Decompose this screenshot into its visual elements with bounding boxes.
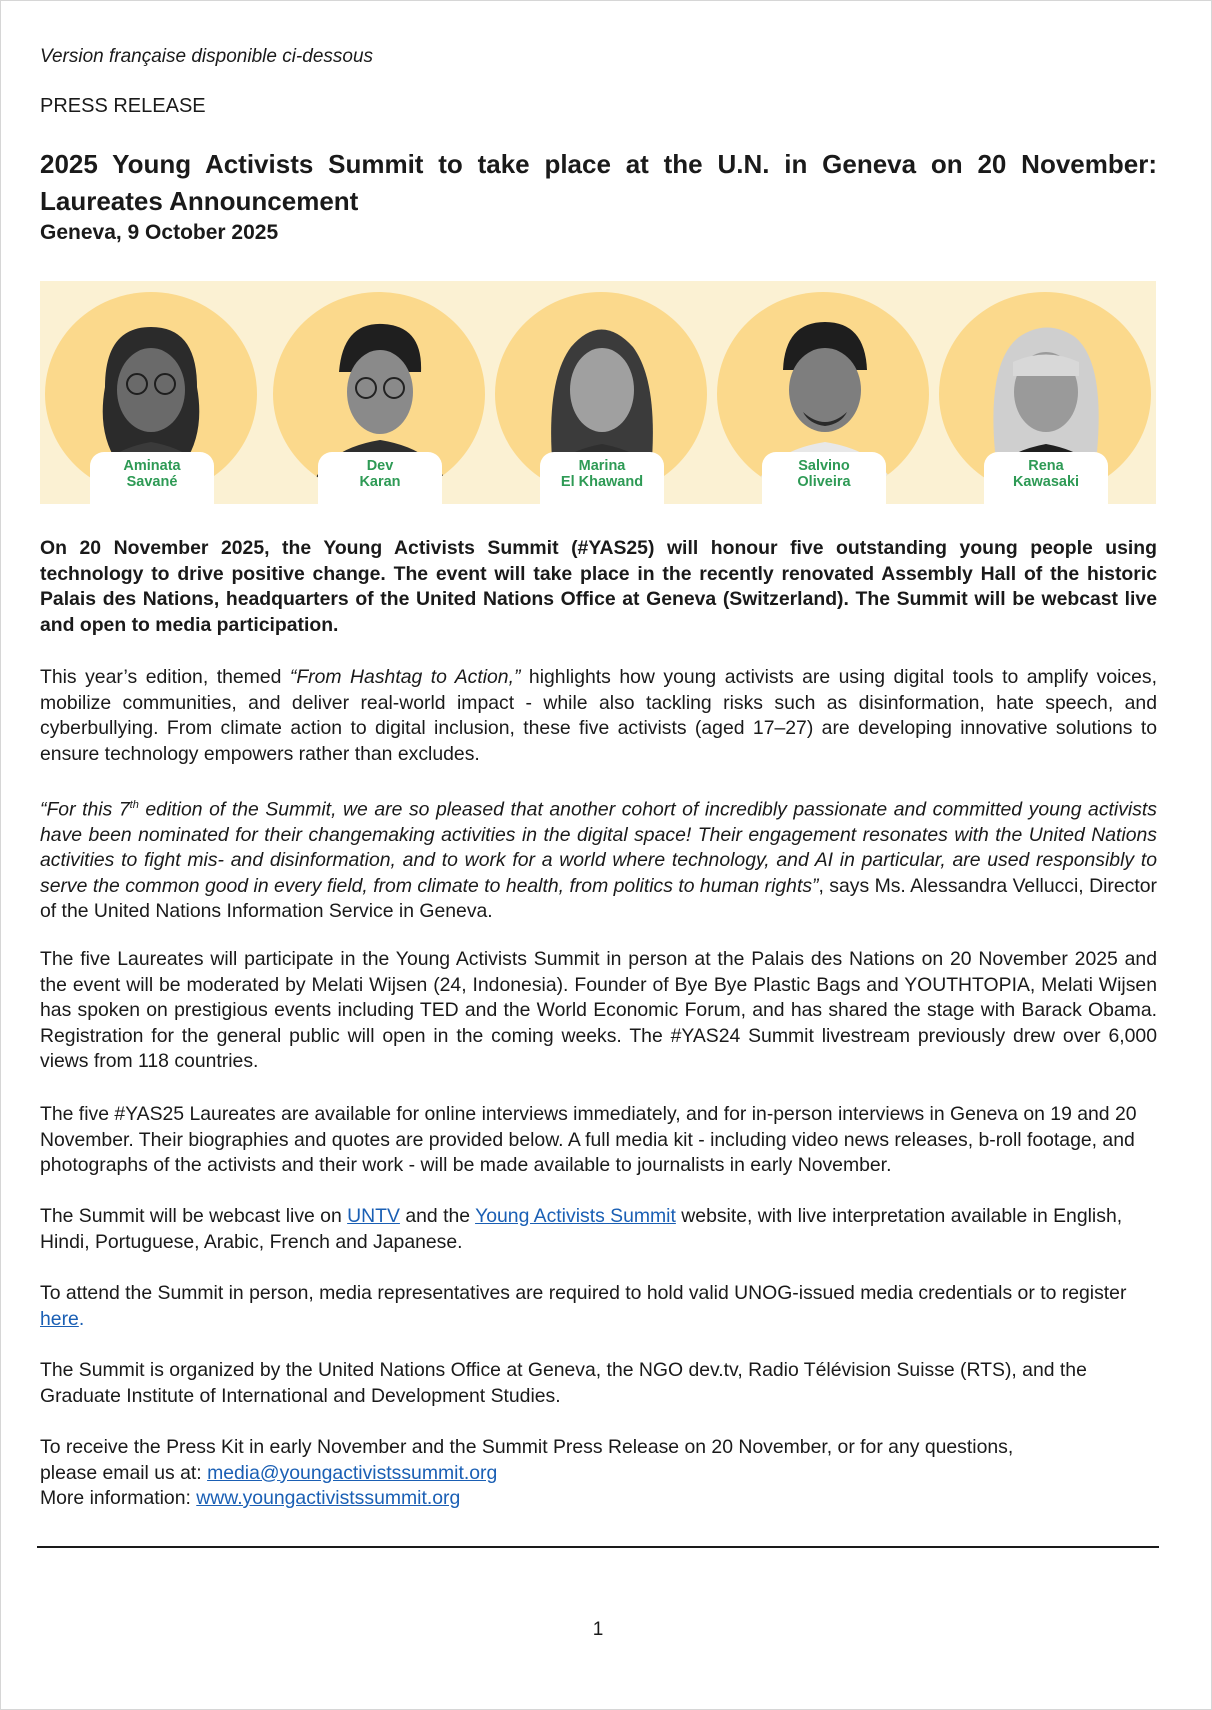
laureate-last-name: Karan	[359, 474, 401, 490]
laureates-banner	[40, 281, 1156, 504]
more-info-line	[40, 1486, 1157, 1512]
media-accreditation-paragraph	[40, 1281, 1157, 1332]
contact-email-link[interactable]: media@youngactivistssummit.org	[207, 1461, 498, 1484]
quote-text: edition of the Summit, we are so pleased that another cohort of incredibly passionate and committed young activists have been nominated for their changemaking activities in the digital space! Their engagement resonates with the United Nations activities to fight mis- and disinformation, and to work for a world where technology, and AI in particular, are used responsibly to serve the common good in every field, from climate to health, from politics to human rights”	[40, 798, 1158, 897]
theme-intro-text: This year’s edition, themed	[40, 666, 290, 688]
website-link[interactable]: www.youngactivistssummit.org	[196, 1487, 461, 1509]
accreditation-text: To attend the Summit in person, media representatives are required to hold valid UNOG-issued media credentials or to register	[40, 1282, 1127, 1304]
interviews-paragraph: The five #YAS25 Laureates are available for online interviews immediately, and for in-person interviews in Geneva on 19 and 20 November. Their biographies and quotes are provided below. A full media kit - including video news releases, b-roll footage, and photographs of the activists and their work - will be made available to journalists in early November.	[40, 1103, 1137, 1176]
theme-paragraph	[40, 665, 1157, 767]
laureate-first-name: Marina	[578, 458, 626, 474]
webcast-text: website, with live interpretation available in English, Hindi, Portuguese, Arabic, French and Japanese.	[40, 1205, 1123, 1253]
laureate-first-name: Salvino	[798, 458, 850, 474]
lead-paragraph: On 20 November 2025, the Young Activists Summit (#YAS25) will honour five outstanding young people using technology to drive positive change. The event will take place in the recently renovated Assembly Hall of the historic Palais des Nations, headquarters of the United Nations Office at Geneva (Switzerland). The Summit will be webcast live and open to media participation.	[40, 537, 1157, 636]
laureate-last-name: Savané	[126, 474, 178, 490]
register-here-link[interactable]: here	[40, 1307, 79, 1330]
theme-description-text: highlights how young activists are using digital tools to amplify voices, mobilize communities, and deliver real-world impact - while also tackling risks such as disinformation, hate speech, and cyberbullying. From climate action to digital inclusion, these five activists (aged 17–27) are developing innovative solutions to ensure technology empowers rather than excludes.	[40, 666, 1157, 765]
page-number: 1	[592, 1619, 604, 1640]
laureate-name-tag	[984, 452, 1108, 504]
quote-text-start: “For this 7	[40, 798, 130, 821]
summit-website-link[interactable]: Young Activists Summit	[475, 1205, 676, 1227]
laureate-last-name: Oliveira	[797, 474, 851, 490]
organizers-paragraph: The Summit is organized by the United Nations Office at Geneva, the NGO dev.tv, Radio Télévision Suisse (RTS), and the Graduate Institute of International and Development Studies.	[40, 1359, 1087, 1407]
contact-line: To receive the Press Kit in early November and the Summit Press Release on 20 November, or for any questions,	[40, 1436, 1014, 1458]
webcast-paragraph	[40, 1204, 1157, 1255]
laureate-card	[45, 292, 259, 504]
moderator-paragraph: The five Laureates will participate in the Young Activists Summit in person at the Palais des Nations on 20 November 2025 and the event will be moderated by Melati Wijsen (24, Indonesia). Founder of Bye Bye Plastic Bags and YOUTHTOPIA, Melati Wijsen has spoken on prestigious events including TED and the World Economic Forum, and has shared the stage with Barack Obama. Registration for the general public will open in the coming weeks. The #YAS24 Summit livestream previously drew over 6,000 views from 118 countries.	[40, 948, 1157, 1072]
quote-attribution: , says Ms. Alessandra Vellucci, Director of the United Nations Information Service in Geneva.	[40, 874, 1157, 923]
version-note: Version française disponible ci-dessous	[40, 46, 374, 67]
laureate-card	[717, 292, 931, 504]
more-info-label: More information:	[40, 1487, 197, 1509]
laureate-last-name: El Khawand	[560, 474, 644, 490]
contact-email-line	[40, 1461, 1157, 1487]
laureate-card	[939, 292, 1153, 504]
laureate-name-tag	[762, 452, 886, 504]
quote-paragraph	[40, 793, 1157, 925]
ordinal-superscript: th	[129, 799, 139, 811]
theme-name: “From Hashtag to Action,”	[289, 666, 521, 688]
email-label: please email us at:	[40, 1461, 208, 1484]
laureate-last-name: Kawasaki	[1012, 474, 1080, 490]
laureate-first-name: Dev	[366, 458, 394, 474]
laureate-name-tag	[318, 452, 442, 504]
laureate-first-name: Aminata	[123, 458, 181, 474]
page-title: 2025 Young Activists Summit to take place at the U.N. in Geneva on 20 November: Laureates Announcement	[40, 149, 1157, 216]
footer-divider	[37, 1546, 1159, 1548]
laureate-first-name: Rena	[1028, 458, 1064, 474]
contact-paragraph	[40, 1435, 1157, 1512]
laureate-name-tag	[90, 452, 214, 504]
accreditation-period: .	[78, 1307, 85, 1330]
dateline: Geneva, 9 October 2025	[40, 221, 279, 244]
webcast-text: The Summit will be webcast live on	[40, 1205, 348, 1227]
laureate-card	[495, 292, 709, 504]
laureate-name-tag	[540, 452, 664, 504]
press-release-label: PRESS RELEASE	[40, 95, 206, 117]
webcast-text: and the	[399, 1205, 476, 1227]
laureate-card	[273, 292, 487, 504]
untv-link[interactable]: UNTV	[347, 1205, 400, 1227]
